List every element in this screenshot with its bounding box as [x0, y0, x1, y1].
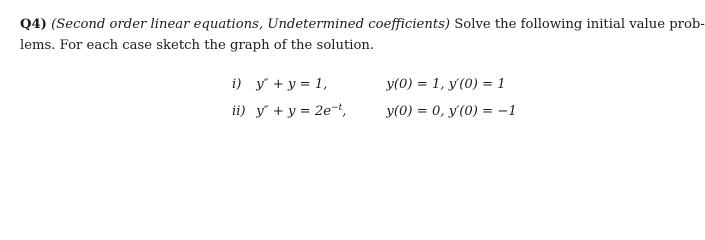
problem-statement: [20, 14, 705, 56]
ode-base: y″ + y = 2e: [256, 104, 332, 119]
equation-label: i): [232, 77, 242, 92]
question-number: Q4): [20, 17, 47, 32]
initial-conditions: y(0) = 1, y′(0) = 1: [386, 77, 506, 92]
equation-label: ii): [232, 104, 246, 119]
initial-conditions: y(0) = 0, y′(0) = −1: [386, 104, 517, 119]
ode-exponent: −t: [331, 103, 343, 113]
equation-list: [232, 71, 517, 125]
equation-row-i: [232, 71, 517, 98]
ode-comma: ,: [342, 104, 347, 119]
question-topic: (Second order linear equations, Undetermined coefficients): [51, 17, 451, 32]
problem-line-2: lems. For each case sketch the graph of the solution.: [20, 38, 375, 53]
equation-row-ii: [232, 98, 517, 125]
problem-line-1: [20, 14, 705, 35]
differential-equation: y″ + y = 1,: [256, 77, 328, 92]
differential-equation: [256, 98, 382, 125]
question-instruction: Solve the following initial value prob-: [454, 17, 705, 32]
